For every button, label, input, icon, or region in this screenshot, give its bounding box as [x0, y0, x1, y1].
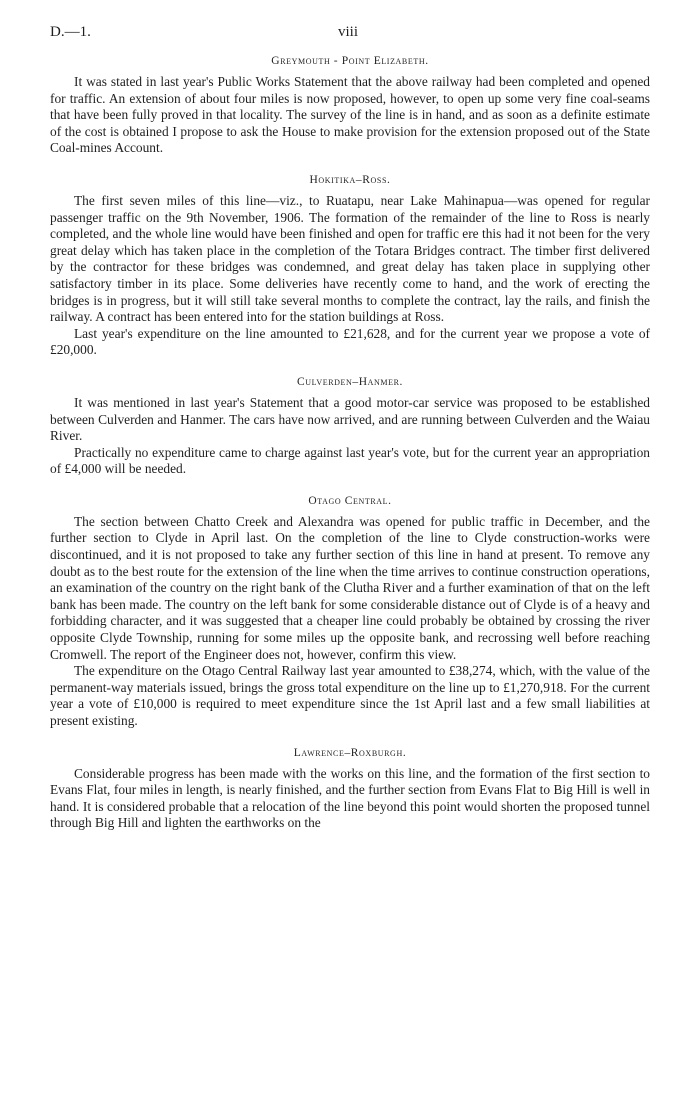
- paragraph: Considerable progress has been made with the works on this line, and the formation of the first section to Evans Flat, four miles in length, is nearly finished, and the further section from Evans Flat to Big Hill is well in hand. It is considered probable that a relocation of the line beyond this point would shorten the proposed tunnel through Big Hill and lighten the earthworks on the: [50, 765, 650, 831]
- page-number: viii: [338, 24, 359, 40]
- section-hokitika-ross: [50, 171, 650, 359]
- section-culverden-hanmer: [50, 373, 650, 478]
- section-heading: Greymouth - Point Elizabeth.: [271, 55, 429, 67]
- paragraph: It was mentioned in last year's Statement that a good motor-car service was proposed to be established between Culverden and Hanmer. The cars have now arrived, and are running between Culverden and the Waiau River.: [50, 394, 650, 444]
- paragraph: Practically no expenditure came to charge against last year's vote, but for the current year an appropriation of £4,000 will be needed.: [50, 444, 650, 477]
- paragraph: The first seven miles of this line—viz., to Ruatapu, near Lake Mahinapua—was opened for regular passenger traffic on the 9th November, 1906. The formation of the remainder of the line to Ross is nearly completed, and the whole line would have been finished and open for traffic ere this had it not been for the very great delay which has taken place in the completion of the Totara Bridges contract. The timber first delivered by the contractor for these bridges was condemned, and great delay has taken place in supplying other satisfactory timber in its place. Some deliveries have recently come to hand, and the work of erecting the bridges is in progress, but it will still take several months to complete the contract, lay the rails, and finish the railway. A contract has been entered into for the station buildings at Ross.: [50, 192, 650, 325]
- document-reference: D.—1.: [50, 24, 91, 40]
- section-otago-central: [50, 492, 650, 730]
- paragraph: Last year's expenditure on the line amounted to £21,628, and for the current year we propose a vote of £20,000.: [50, 325, 650, 358]
- document-page: [50, 24, 650, 832]
- paragraph: It was stated in last year's Public Works Statement that the above railway had been completed and opened for traffic. An extension of about four miles is now proposed, however, to open up some very fine coal-seams that have been fully proved in that locality. The survey of the line is in hand, and as soon as a definite estimate of the cost is obtained I propose to ask the House to make provision for the extension proposed out of the State Coal-mines Account.: [50, 74, 650, 156]
- paragraph: The expenditure on the Otago Central Railway last year amounted to £38,274, which, with the value of the permanent-way materials issued, brings the gross total expenditure on the line up to £1,270,918. For the current year a vote of £10,000 is required to meet expenditure since the 1st April last and a few small liabilities at present existing.: [50, 663, 650, 728]
- paragraph: The section between Chatto Creek and Alexandra was opened for public traffic in December, and the further section to Clyde in April last. On the completion of the line to Clyde construction-works were discontinued, and it is not proposed to take any further section of this line in hand at present. To remove any doubt as to the best route for the extension of the line when the time arrives to continue construction operations, an examination of the country on the right bank of the Clutha River and a further examination of that on the left bank has been made. The country on the left bank for some considerable distance out of Clyde is of a heavy and forbidding character, and it was suggested that a cheaper line could probably be obtained by crossing the river opposite Clyde Township, running for some miles up the opposite bank, and recrossing well before reaching Cromwell. The report of the Engineer does not, however, confirm this view.: [50, 513, 650, 662]
- section-greymouth-point-elizabeth: [50, 52, 650, 157]
- section-heading: Lawrence–Roxburgh.: [293, 746, 407, 759]
- section-heading: Culverden–Hanmer.: [296, 375, 404, 388]
- section-heading: Hokitika–Ross.: [309, 173, 391, 186]
- page-header: [50, 24, 650, 52]
- section-heading: Otago Central.: [308, 494, 392, 507]
- section-lawrence-roxburgh: [50, 744, 650, 832]
